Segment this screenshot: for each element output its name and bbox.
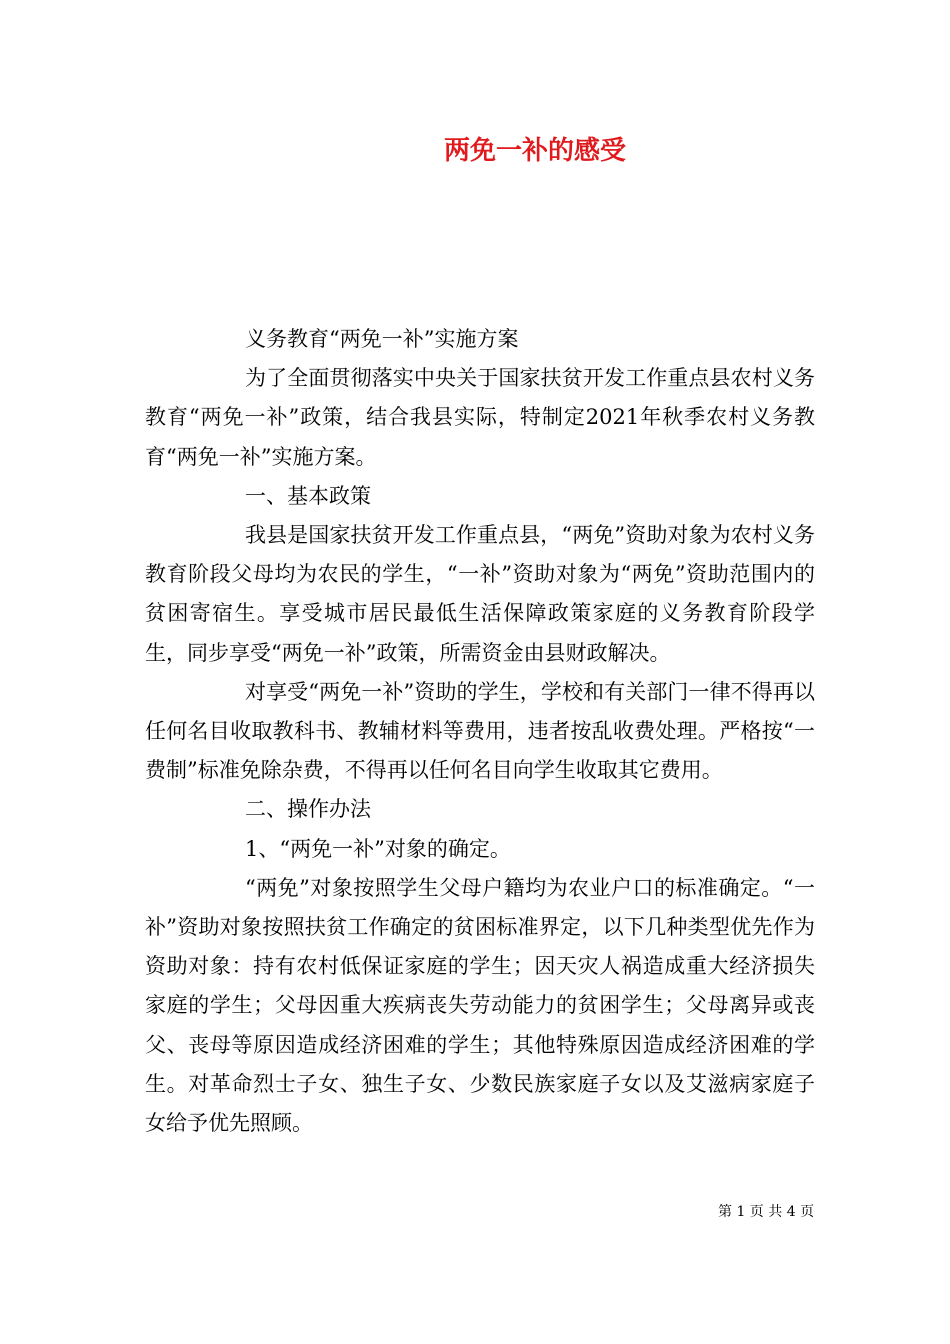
paragraph-target-determination: “两免”对象按照学生父母户籍均为农业户口的标准确定。“一补”资助对象按照扶贫工作确定的贫困标准界定，以下几种类型优先作为资助对象：持有农村低保证家庭的学生；因天灾人祸造成重大经济损失家庭的学生；父母因重大疾病丧失劳动能力的贫困学生；父母离异或丧父、丧母等原因造成经济困难的学生；其他特殊原因造成经济困难的学生。对革命烈士子女、独生子女、少数民族家庭子女以及艾滋病家庭子女给予优先照顾。 (145, 875, 815, 1136)
document-title: 两免一补的感受 (443, 136, 626, 166)
paragraph-intro: 为了全面贯彻落实中央关于国家扶贫开发工作重点县农村义务教育“两免一补”政策，结合我县实际，特制定2021年秋季农村义务教育“两免一补”实施方案。 (145, 366, 815, 469)
paragraph-fee-rules: 对享受“两免一补”资助的学生，学校和有关部门一律不得再以任何名目收取教科书、教辅材料等费用，违者按乱收费处理。严格按“一费制”标准免除杂费，不得再以任何名目向学生收取其它费用。 (145, 679, 815, 783)
page-number: 第 1 页 共 4 页 (718, 1204, 815, 1220)
paragraph-plan-title: 义务教育“两免一补”实施方案 (245, 327, 519, 351)
subsection-heading-target-determination: 1、“两免一补”对象的确定。 (245, 836, 511, 861)
paragraph-basic-policy: 我县是国家扶贫开发工作重点县，“两免”资助对象为农村义务教育阶段父母均为农民的学生，“一补”资助对象为“两免”资助范围内的贫困寄宿生。享受城市居民最低生活保障政策家庭的义务教育阶段学生，同步享受“两免一补”政策，所需资金由县财政解决。 (145, 523, 815, 665)
document-body (145, 320, 815, 1143)
section-heading-procedures: 二、操作办法 (245, 797, 371, 822)
section-heading-basic-policy: 一、基本政策 (245, 483, 371, 508)
